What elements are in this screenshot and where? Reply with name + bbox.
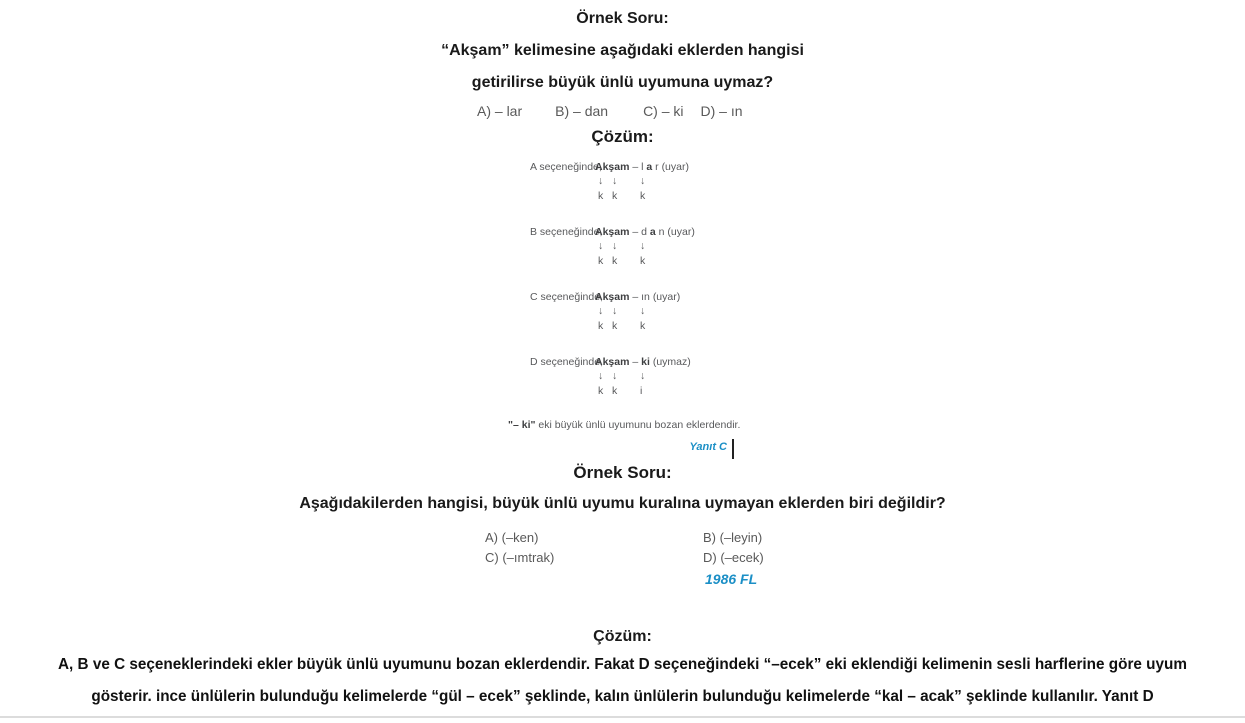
analysis-suffix-pre: – d <box>629 226 650 238</box>
vowel-class-row <box>598 319 695 333</box>
analysis-word: Akşam <box>595 161 630 173</box>
answer-label-1: Yanıt C <box>689 441 727 453</box>
down-arrow-icon: ↓ <box>612 305 618 317</box>
note-rest: eki büyük ünlü uyumunu bozan eklerdendir. <box>535 419 741 431</box>
vowel-class-row <box>598 189 695 203</box>
text-cursor <box>732 439 734 459</box>
option-a: A) – lar <box>477 103 523 119</box>
analysis-suffix-bold: a <box>646 161 653 173</box>
down-arrow-icon: ↓ <box>598 305 604 317</box>
analysis-suffix-post: (uymaz) <box>649 356 691 368</box>
vowel-class-row <box>598 254 695 268</box>
arrow-row <box>598 239 695 254</box>
down-arrow-icon: ↓ <box>598 175 604 187</box>
analysis-suffix-pre: – l <box>629 161 647 173</box>
option-a: A) (–ken) <box>485 530 539 545</box>
analysis-suffix-bold: a <box>649 226 656 238</box>
analysis-label: A seçeneğinde, <box>530 161 602 173</box>
example-question-heading-1: Örnek Soru: <box>576 10 669 27</box>
vowel-class: k <box>612 190 618 202</box>
analysis-suffix-post: n (uyar) <box>655 226 695 238</box>
vowel-class: i <box>640 385 643 397</box>
down-arrow-icon: ↓ <box>598 240 604 252</box>
bottom-divider <box>0 716 1245 718</box>
analysis-option-b <box>530 226 695 268</box>
solution-heading-1: Çözüm: <box>591 127 654 146</box>
option-d: D) – ın <box>700 103 743 119</box>
vowel-class: k <box>640 320 646 332</box>
solution-paragraph-line-2: gösterir. ince ünlülerin bulunduğu kelimelerde “gül – ecek” şeklinde, kalın ünlülerin bulunduğu kelimelerde “kal – acak” şeklinde kullanılır. Yanıt D <box>91 688 1154 705</box>
vowel-class: k <box>612 320 618 332</box>
down-arrow-icon: ↓ <box>612 370 618 382</box>
analysis-word: Akşam <box>595 356 630 368</box>
analysis-label: B seçeneğinde, <box>530 226 603 238</box>
question-1-line-2: getirilirse büyük ünlü uyumuna uymaz? <box>471 74 774 91</box>
down-arrow-icon: ↓ <box>612 175 618 187</box>
vowel-class: k <box>612 385 618 397</box>
arrow-row <box>598 369 695 384</box>
question-2: Aşağıdakilerden hangisi, büyük ünlü uyumu kuralına uymayan eklerden biri değildir? <box>299 495 946 512</box>
solution-paragraph <box>0 649 1245 713</box>
solution-paragraph-line-1: A, B ve C seçeneklerindeki ekler büyük ünlü uyumunu bozan eklerdendir. Fakat D seçeneğindeki “–ecek” eki eklendiği kelimenin sesli harflerine göre uyum <box>58 656 1187 673</box>
down-arrow-icon: ↓ <box>640 370 646 382</box>
vowel-class: k <box>640 190 646 202</box>
analysis-label: C seçeneğinde, <box>530 291 603 303</box>
analysis-option-c <box>530 291 695 333</box>
question-2-options <box>485 528 764 568</box>
analysis-word: Akşam <box>595 291 630 303</box>
analysis-suffix-pre: – <box>629 356 642 368</box>
vowel-class: k <box>598 190 604 202</box>
analysis-option-d <box>530 356 695 398</box>
option-b: B) (–leyin) <box>703 530 763 545</box>
note-bold-part: "– ki" <box>508 419 536 431</box>
question-1-line-1: “Akşam” kelimesine aşağıdaki eklerden hangisi <box>441 42 804 59</box>
analysis-suffix-post: (uyar) <box>652 291 681 303</box>
down-arrow-icon: ↓ <box>640 175 646 187</box>
analysis-label: D seçeneğinde, <box>530 356 603 368</box>
vowel-class: k <box>598 320 604 332</box>
down-arrow-icon: ↓ <box>612 240 618 252</box>
analysis-option-a <box>530 161 695 203</box>
analysis-suffix-bold: ki <box>641 356 650 368</box>
exam-source-label: 1986 FL <box>705 571 758 587</box>
example-question-heading-2: Örnek Soru: <box>573 463 672 482</box>
arrow-row <box>598 174 695 189</box>
analysis-word: Akşam <box>595 226 630 238</box>
down-arrow-icon: ↓ <box>640 240 646 252</box>
option-c: C) (–ımtrak) <box>485 550 555 565</box>
analysis-suffix-pre: – ın <box>629 291 653 303</box>
vowel-class: k <box>598 385 604 397</box>
down-arrow-icon: ↓ <box>640 305 646 317</box>
arrow-row <box>598 304 695 319</box>
question-1-options <box>477 103 743 119</box>
option-b: B) – dan <box>555 103 609 119</box>
option-c: C) – ki <box>643 103 684 119</box>
vowel-class-row <box>598 384 695 398</box>
option-d: D) (–ecek) <box>703 550 764 565</box>
vowel-class: k <box>598 255 604 267</box>
vowel-analysis-block <box>530 161 695 421</box>
analysis-suffix-post: r (uyar) <box>652 161 689 173</box>
down-arrow-icon: ↓ <box>598 370 604 382</box>
vowel-class: k <box>612 255 618 267</box>
solution-note <box>508 419 740 431</box>
vowel-class: k <box>640 255 646 267</box>
solution-heading-2: Çözüm: <box>593 628 652 645</box>
